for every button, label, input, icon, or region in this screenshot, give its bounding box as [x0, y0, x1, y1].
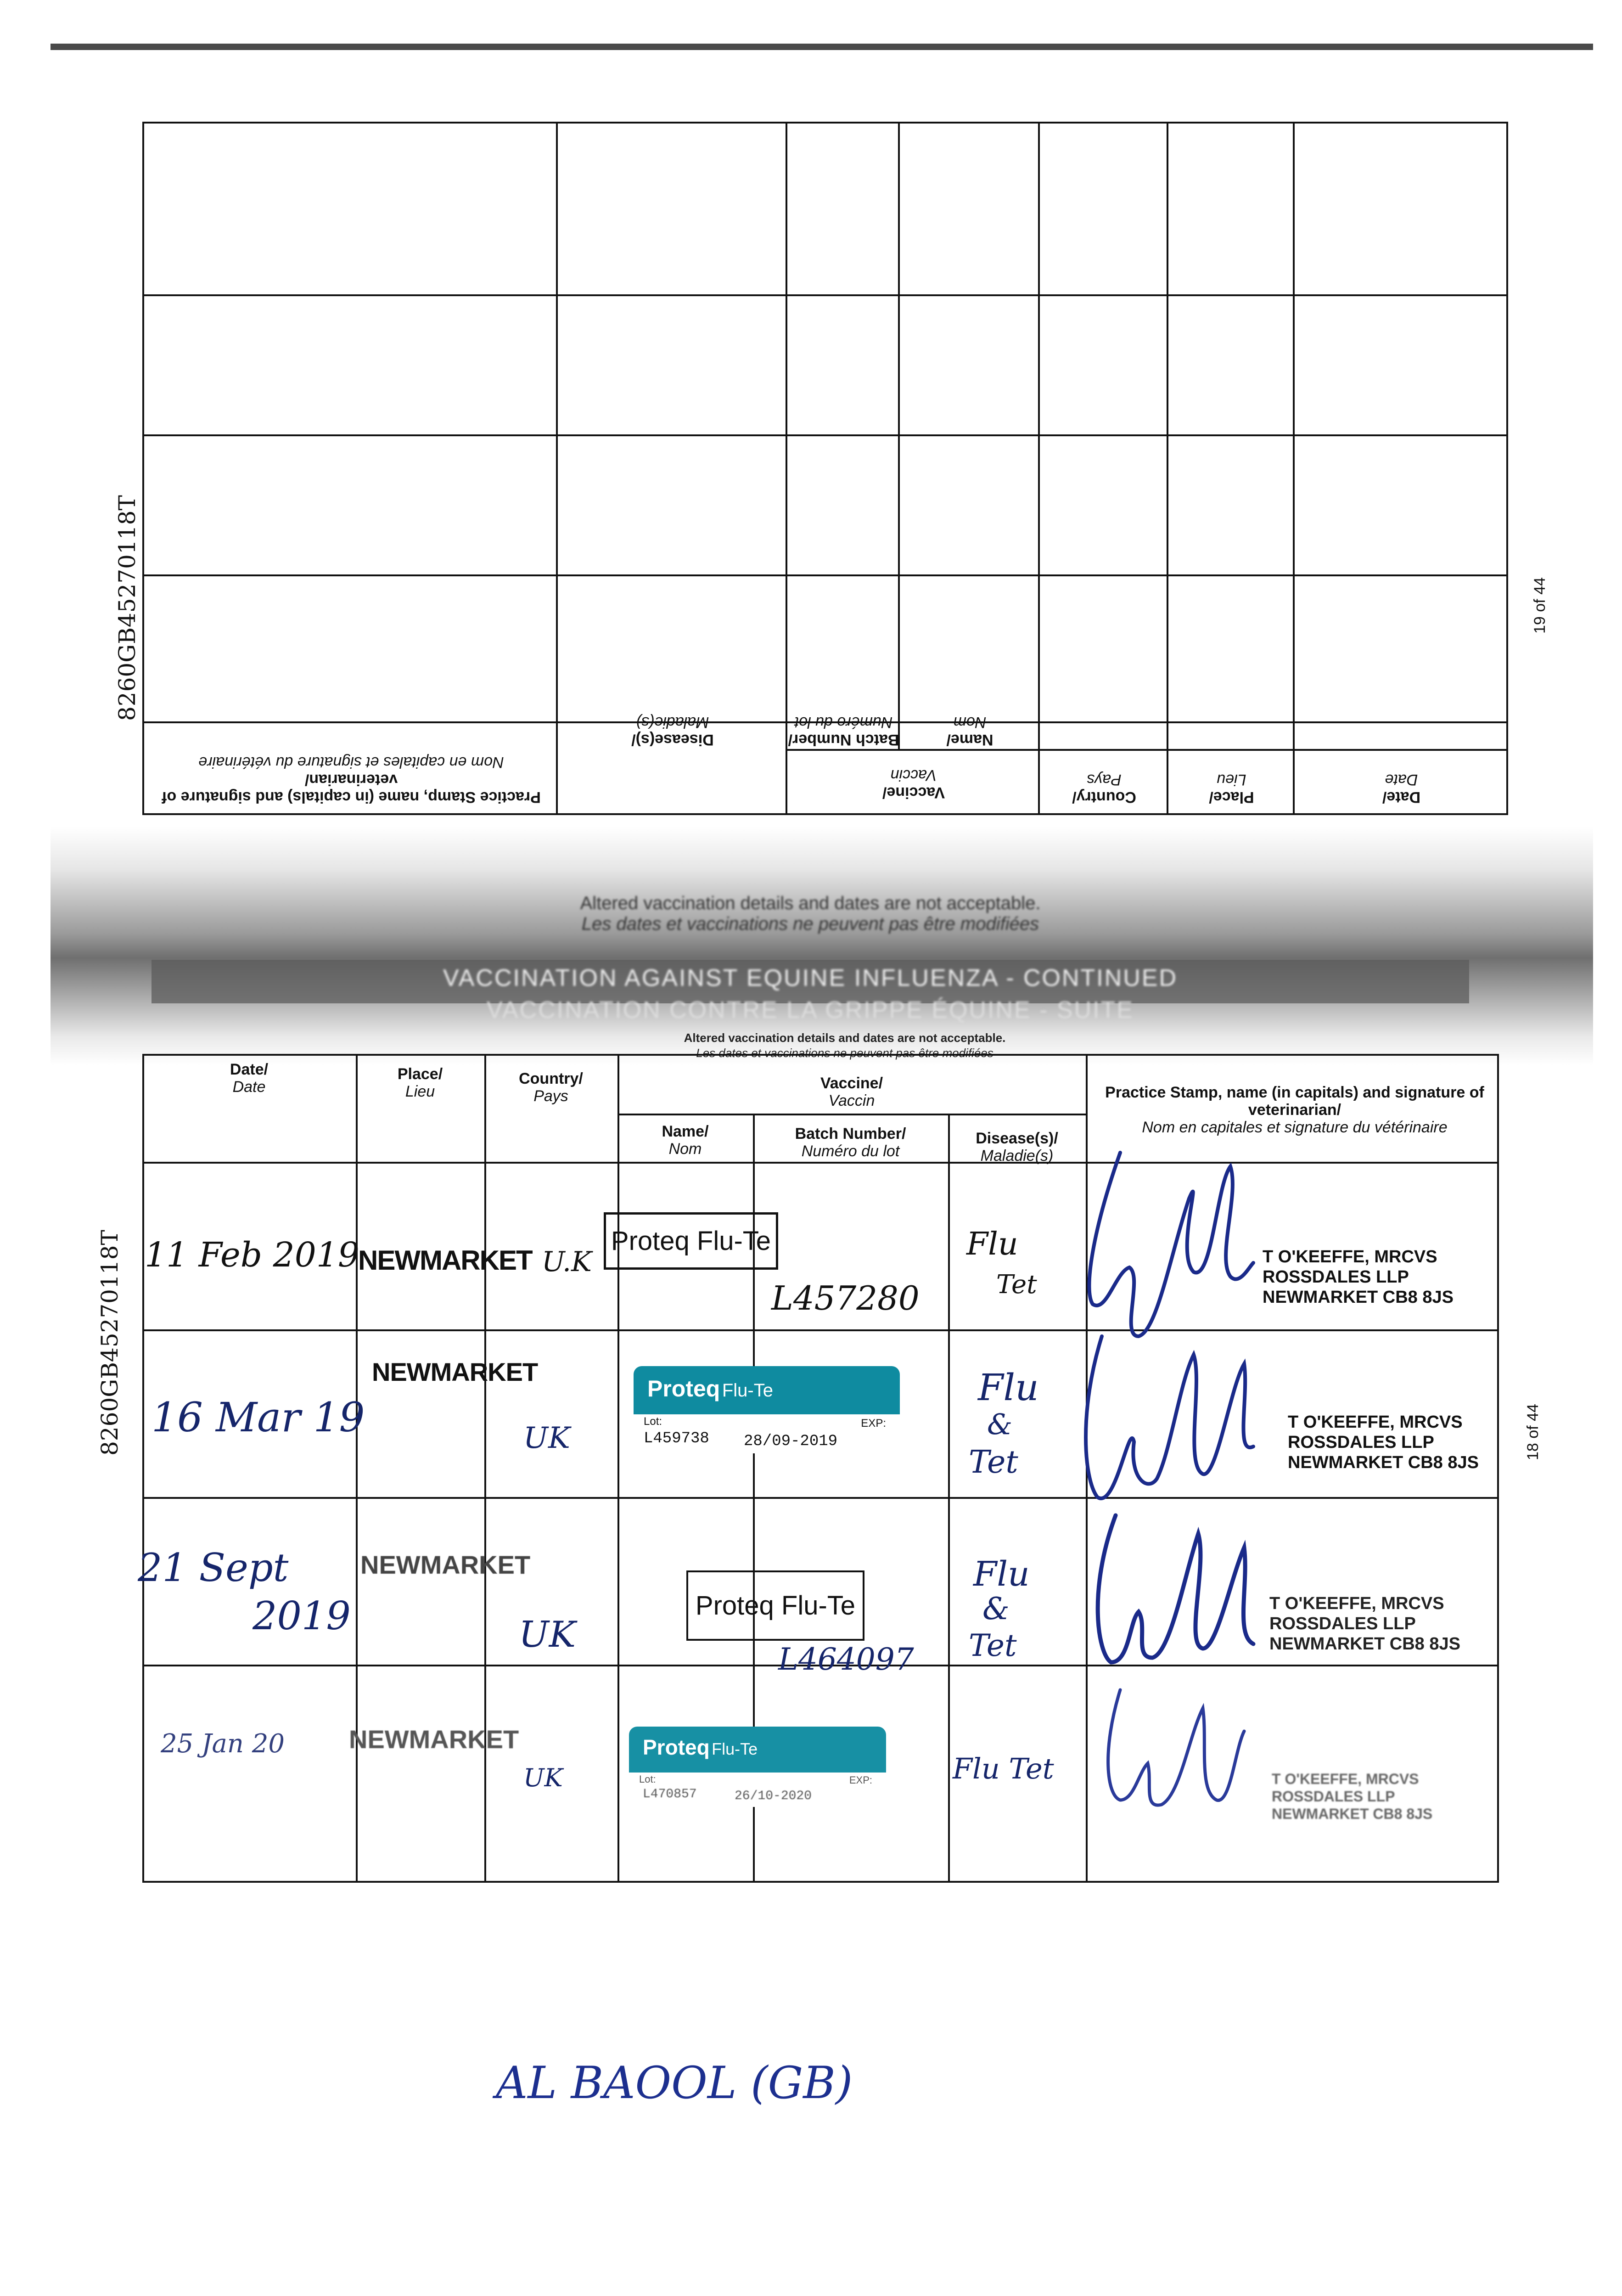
- row3-disease-3: Tet: [969, 1628, 1017, 1663]
- row2-batch: L459738: [644, 1430, 709, 1447]
- upper-header-vaccine: Vaccine/ Vaccin: [882, 766, 945, 801]
- row2-disease-1: Flu: [978, 1366, 1039, 1409]
- lower-header-vaccine: Vaccine/ Vaccin: [820, 1075, 883, 1109]
- row1-disease-2: Tet: [996, 1270, 1037, 1300]
- page-number-lower: 18 of 44: [1524, 1404, 1542, 1460]
- row2-vaccine-sub: Flu-Te: [722, 1380, 773, 1401]
- fold-heading-2: VACCINATION CONTRE LA GRIPPE ÉQUINE - SUITE: [487, 997, 1134, 1024]
- fold-text-line-1: Altered vaccination details and dates are not acceptable.: [580, 893, 1041, 913]
- upper-table-col-line: [556, 122, 558, 815]
- horse-id-upper: 8260GB45270118T: [114, 495, 140, 721]
- row3-date-1: 21 Sept: [138, 1545, 289, 1590]
- upper-table-name-header-line: [787, 749, 1508, 751]
- row2-signature: [1065, 1327, 1295, 1525]
- lower-header-name: Name/ Nom: [662, 1123, 709, 1158]
- row3-date-2: 2019: [253, 1593, 351, 1638]
- upper-table-row-line: [142, 434, 1508, 436]
- upper-header-practice: Practice Stamp, name (in capitals) and signature of veterinarian/ Nom en capitales et signature du vétérinaire: [162, 754, 541, 806]
- row3-place: NEWMARKET: [360, 1550, 531, 1579]
- upper-table-col-line: [1167, 122, 1168, 815]
- page-number-upper: 19 of 44: [1531, 577, 1549, 634]
- lower-header-disease: Disease(s)/ Maladie(s): [976, 1130, 1058, 1165]
- row2-disease-3: Tet: [969, 1444, 1018, 1480]
- row3-disease-1: Flu: [973, 1554, 1030, 1594]
- lower-page-table: [138, 1054, 1499, 1883]
- row2-place: NEWMARKET: [372, 1357, 538, 1386]
- row4-batch: L470857: [643, 1787, 697, 1801]
- lower-header-country: Country/ Pays: [519, 1070, 583, 1105]
- row3-signature: [1070, 1506, 1290, 1699]
- lower-table-row-line: [142, 1497, 1499, 1499]
- row4-vet-stamp: T O'KEEFFE, MRCVS ROSSDALES LLP NEWMARKET CB8 8JS: [1272, 1771, 1433, 1822]
- row1-country: U.K: [542, 1246, 592, 1278]
- row4-country: UK: [523, 1763, 563, 1792]
- row1-date: 11 Feb 2019: [145, 1235, 359, 1275]
- horse-id-lower: 8260GB45270118T: [96, 1230, 123, 1456]
- upper-table-col-line: [1293, 122, 1295, 815]
- row2-expiry: 28/09-2019: [744, 1433, 838, 1450]
- row2-vaccine-name: Proteq: [647, 1376, 720, 1401]
- upper-table-col-line: [1038, 122, 1040, 815]
- lower-header-batch: Batch Number/ Numéro du lot: [795, 1125, 906, 1160]
- row1-vaccine-stamp: Proteq Flu-Te: [604, 1212, 778, 1270]
- row4-place: NEWMARKET: [349, 1725, 519, 1754]
- row4-signature: [1070, 1681, 1290, 1832]
- upper-header-name: Name/ Nom: [946, 714, 993, 748]
- lower-table-col-line: [484, 1054, 486, 1883]
- lower-table-right-border: [1497, 1054, 1499, 1883]
- row2-vaccine-lot-strip: [634, 1414, 900, 1453]
- row4-disease: Flu Tet: [953, 1752, 1054, 1785]
- row1-place: NEWMARKET: [358, 1245, 532, 1276]
- lower-table-row-line: [142, 1329, 1499, 1331]
- row4-exp-label: EXP:: [849, 1774, 872, 1786]
- row2-disease-2: &: [987, 1407, 1013, 1441]
- upper-table-right-border: [142, 122, 144, 815]
- row1-batch: L457280: [771, 1279, 920, 1317]
- row3-country: UK: [519, 1614, 576, 1655]
- lower-table-bottom-border: [142, 1881, 1499, 1883]
- fold-heading-1: VACCINATION AGAINST EQUINE INFLUENZA - CONTINUED: [443, 965, 1178, 991]
- scan-top-edge: [51, 44, 1593, 50]
- lower-table-header-line: [142, 1162, 1499, 1164]
- fold-text-line-2: Les dates et vaccinations ne peuvent pas être modifiées: [581, 914, 1039, 934]
- lower-table-vaccine-subheader-line: [617, 1114, 1086, 1115]
- upper-table-row-line: [142, 294, 1508, 296]
- lower-caption-en: Altered vaccination details and dates are not acceptable.: [684, 1031, 1006, 1045]
- row4-lot-label: Lot:: [639, 1773, 656, 1785]
- row3-vaccine-stamp: Proteq Flu-Te: [686, 1570, 864, 1641]
- handwritten-horse-name: AL BAOOL (GB): [496, 2057, 853, 2109]
- row4-vaccine-label: [629, 1727, 886, 1807]
- lower-table-col-line: [948, 1114, 950, 1883]
- row2-exp-label: EXP:: [861, 1417, 886, 1429]
- row2-date: 16 Mar 19: [152, 1394, 365, 1441]
- lower-caption-fr: Les dates et vaccinations ne peuvent pas être modifiées: [696, 1046, 993, 1060]
- row4-vaccine-lot-strip: [629, 1773, 886, 1807]
- lower-table-col-line: [356, 1054, 358, 1883]
- upper-table-left-border: [1506, 122, 1508, 815]
- row2-vet-stamp: T O'KEEFFE, MRCVS ROSSDALES LLP NEWMARKET CB8 8JS: [1288, 1412, 1479, 1472]
- row4-expiry: 26/10-2020: [735, 1789, 812, 1803]
- upper-table-col-line: [898, 122, 900, 751]
- row2-lot-label: Lot:: [644, 1415, 662, 1428]
- lower-header-date: Date/ Date: [230, 1061, 269, 1096]
- row1-disease-1: Flu: [966, 1226, 1018, 1262]
- upper-page-table: [142, 122, 1508, 815]
- upper-header-country: Country/ Pays: [1072, 771, 1136, 806]
- lower-table-left-border: [142, 1054, 144, 1883]
- upper-header-place: Place/ Lieu: [1209, 771, 1254, 806]
- upper-table-top-border: [142, 813, 1508, 815]
- lower-table-col-line: [617, 1054, 619, 1883]
- row3-disease-2: &: [982, 1591, 1010, 1626]
- book-fold-shadow: [51, 827, 1593, 1065]
- upper-table-col-line: [786, 122, 787, 815]
- row2-vaccine-label: [634, 1366, 900, 1453]
- row4-vaccine-sub: Flu-Te: [712, 1739, 758, 1758]
- upper-table-bottom-border: [142, 122, 1508, 124]
- row4-vaccine-name: Proteq: [643, 1735, 710, 1759]
- lower-table-top-border: [142, 1054, 1499, 1056]
- row3-vet-stamp: T O'KEEFFE, MRCVS ROSSDALES LLP NEWMARKET CB8 8JS: [1269, 1594, 1460, 1654]
- upper-header-date: Date/ Date: [1382, 771, 1421, 806]
- row3-batch: L464097: [778, 1642, 914, 1677]
- upper-table-row-line: [142, 574, 1508, 576]
- upper-header-batch: Batch Number/ Numéro du lot: [788, 714, 899, 748]
- lower-header-place: Place/ Lieu: [397, 1065, 443, 1100]
- row1-vet-stamp: T O'KEEFFE, MRCVS ROSSDALES LLP NEWMARKET CB8 8JS: [1263, 1247, 1454, 1307]
- lower-header-practice: Practice Stamp, name (in capitals) and signature of veterinarian/ Nom en capitales et signature du vétérinaire: [1105, 1084, 1484, 1136]
- upper-header-disease: Disease(s)/ Maladie(s): [631, 714, 714, 748]
- row4-date: 25 Jan 20: [161, 1729, 285, 1759]
- row2-country: UK: [523, 1421, 570, 1455]
